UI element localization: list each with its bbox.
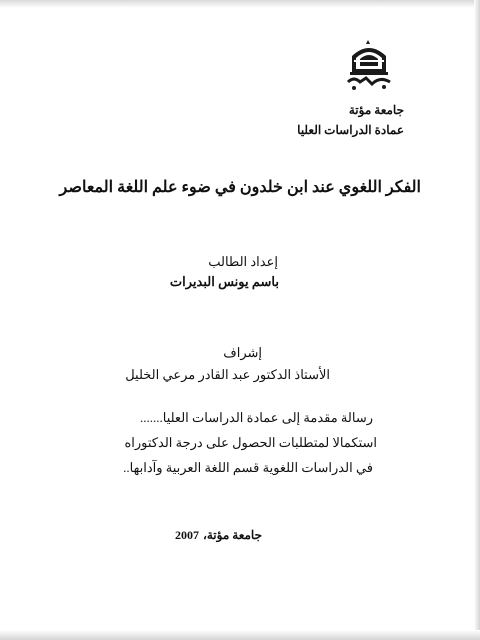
page-edge-shadow-top [0,0,480,8]
submission-line-1: رسالة مقدمة إلى عمادة الدراسات العليا....... [139,410,373,425]
deanship-name: عمادة الدراسات العليا [297,123,404,137]
supervision-label: إشراف [223,345,262,360]
university-name: جامعة مؤتة [348,103,404,117]
student-name: باسم يونس البديرات [169,274,279,289]
footer-university: جامعة مؤتة، [203,528,262,542]
submission-line-3: في الدراسات اللغوية قسم اللغة العربية وآدابها.. [123,460,373,475]
mutah-university-logo [340,38,398,94]
supervisor-name: الأستاذ الدكتور عبد القادر مرعي الخليل [125,367,330,382]
footer-place-date [175,528,262,543]
thesis-title: الفكر اللغوي عند ابن خلدون في ضوء علم اللغة المعاصر [59,179,421,196]
page-edge-shadow-bottom [0,630,480,640]
prepared-by-label: إعداد الطالب [208,254,278,269]
footer-year: 2007 [175,528,199,542]
submission-line-2: استكمالا لمتطلبات الحصول على درجة الدكتوراه [124,435,377,450]
page-edge-shadow-right [474,0,480,640]
